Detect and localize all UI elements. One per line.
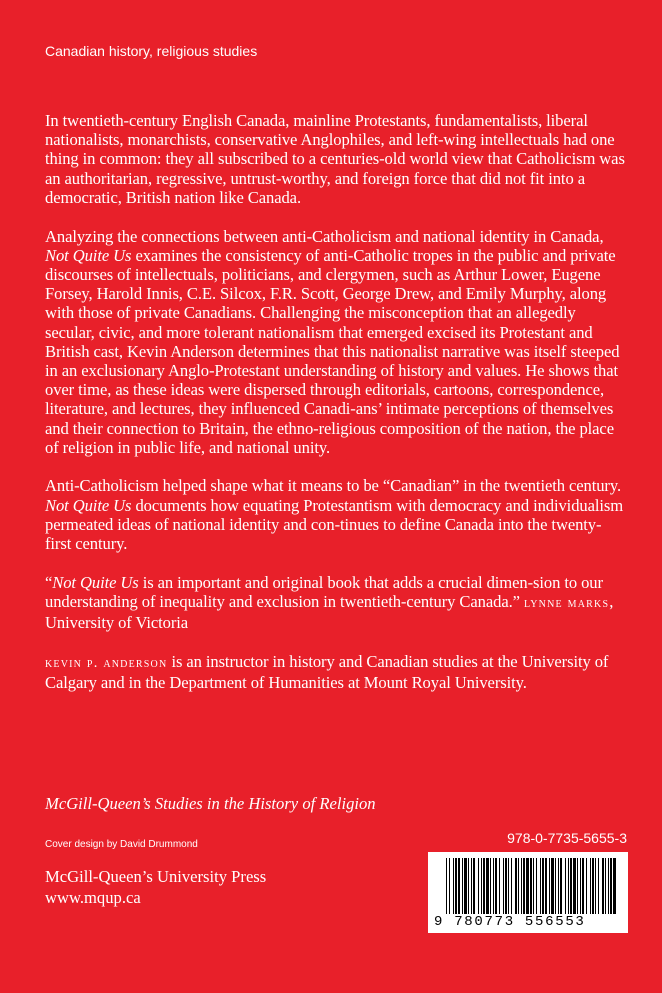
blurb [45,111,627,712]
barcode-digits: 9 780773 556553 [434,914,586,930]
quote-text: is an important and original book that adds a crucial dimen-sion to our understanding of inequality and exclusion in twentieth-century Canada.” [45,572,603,611]
quote-author: lynne marks [523,594,610,611]
paragraph-analysis [45,227,627,457]
paragraph-intro: In twentieth-century English Canada, mainline Protestants, fundamentalists, liberal nationalists, monarchists, conservative Anglophiles, and left-wing intellectuals had one thing in common: they all subscribed to a centuries-old world view that Catholicism was an authoritarian, regressive, untrust-worthy, and foreign force that did not fit into a democratic, British nation like Canada. [45,111,625,207]
quote-affiliation: , University of Victoria [45,591,614,633]
book-title: Not Quite Us [52,572,139,592]
author-name: kevin p. anderson [45,654,168,671]
analysis-text-a: Analyzing the connections between anti-Catholicism and national identity in Canada, [45,226,604,246]
book-title: Not Quite Us [45,245,132,265]
publisher-block [45,866,266,908]
author-bio [45,652,627,692]
conclusion-text-b: documents how equating Protestantism with democracy and individualism permeated ideas of national identity and con-tinues to define Canada into the twenty-first century. [45,495,624,554]
barcode [428,852,628,933]
quote-open: “ [45,572,53,592]
endorsement-quote [45,573,627,633]
category-label: Canadian history, religious studies [45,43,258,59]
book-title: Not Quite Us [45,495,132,515]
isbn: 978-0-7735-5655-3 [507,830,627,846]
cover-credit: Cover design by David Drummond [45,839,198,850]
series-title: McGill-Queen’s Studies in the History of Religion [45,794,376,813]
paragraph-conclusion [45,476,627,553]
publisher-name: McGill-Queen’s University Press [45,867,267,886]
conclusion-text-a: Anti-Catholicism helped shape what it means to be “Canadian” in the twentieth century. [45,476,622,496]
analysis-text-b: examines the consistency of anti-Catholic tropes in the public and private discourses of intellectuals, politicians, and clergymen, such as Arthur Lower, Eugene Forsey, Harold Innis, C.E. Silcox, F.R. Scott, George Drew, and Emily Murphy, along with those of private Canadians. Challenging the misconception that an allegedly secular, civic, and more tolerant nationalism that emerged excised its Protestant and British cast, Kevin Anderson determines that this nationalist narrative was itself steeped in an exclusionary Anglo-Protestant understanding of history and values. He shows that over time, as these ideas were dispersed through editorials, cartoons, correspondence, literature, and lectures, they influenced Canadi-ans’ intimate perceptions of themselves and their connection to Britain, the ethno-religious composition of the nation, the place of religion in public life, and national unity. [45,245,620,457]
publisher-url: www.mqup.ca [45,888,141,907]
author-bio-text: is an instructor in history and Canadian studies at the University of Calgary and in the Department of Humanities at Mount Royal University. [45,651,609,693]
